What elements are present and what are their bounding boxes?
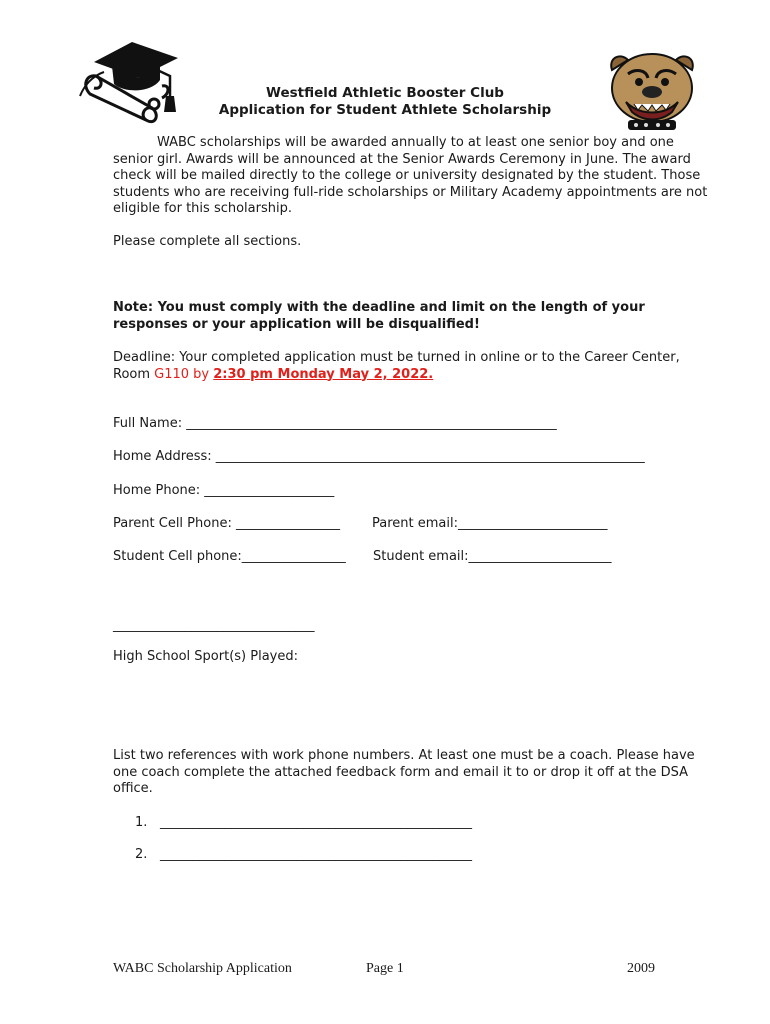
footer-page-number: Page 1	[366, 961, 404, 976]
full-name-field[interactable]: Full Name: _________________________________________________________	[113, 416, 557, 431]
home-phone-field[interactable]: Home Phone: ____________________	[113, 483, 335, 498]
footer-title: WABC Scholarship Application	[113, 961, 292, 976]
deadline-room: G110 by	[154, 366, 214, 382]
form-title: Application for Student Athlete Scholarship	[218, 102, 552, 118]
reference-2-line[interactable]: ________________________________________________	[160, 847, 472, 862]
reference-1-line[interactable]: ________________________________________________	[160, 815, 472, 830]
instruction-text: Please complete all sections.	[113, 234, 302, 249]
student-cell-field[interactable]: Student Cell phone:________________	[113, 549, 346, 564]
references-instructions: List two references with work phone numbers. At least one must be a coach. Please have one coach complete the attached feedback form and email it to or drop it off at the DSA office.	[113, 748, 695, 796]
footer-year: 2009	[627, 961, 655, 976]
deadline-paragraph	[113, 350, 713, 383]
intro-paragraph: WABC scholarships will be awarded annually to at least one senior boy and one senior girl. Awards will be announced at the Senior Awards Ceremony in June. The award check will be mailed directly to the college or university designated by the student. Those students who are receiving full-ride scholarships or Military Academy appointments are not eligible for this scholarship.	[113, 135, 708, 216]
deadline-datetime: 2:30 pm Monday May 2, 2022.	[213, 366, 434, 382]
parent-email-field[interactable]: Parent email:_______________________	[372, 516, 608, 531]
reference-2-field[interactable]	[135, 847, 472, 863]
reference-1-field[interactable]	[135, 815, 472, 831]
org-name: Westfield Athletic Booster Club	[266, 85, 504, 101]
reference-2-number: 2.	[135, 847, 148, 862]
deadline-text: Deadline: Your completed application must be turned in online or to the Career Center, Room	[113, 350, 680, 382]
blank-line-field[interactable]: _______________________________	[113, 618, 315, 633]
reference-1-number: 1.	[135, 815, 148, 830]
sports-played-label: High School Sport(s) Played:	[113, 649, 298, 664]
home-address-field[interactable]: Home Address: __________________________________________________________________	[113, 449, 645, 464]
parent-cell-field[interactable]: Parent Cell Phone: ________________	[113, 516, 340, 531]
student-email-field[interactable]: Student email:______________________	[373, 549, 612, 564]
disqualification-note: Note: You must comply with the deadline and limit on the length of your responses or your application will be disqualified!	[113, 300, 645, 332]
